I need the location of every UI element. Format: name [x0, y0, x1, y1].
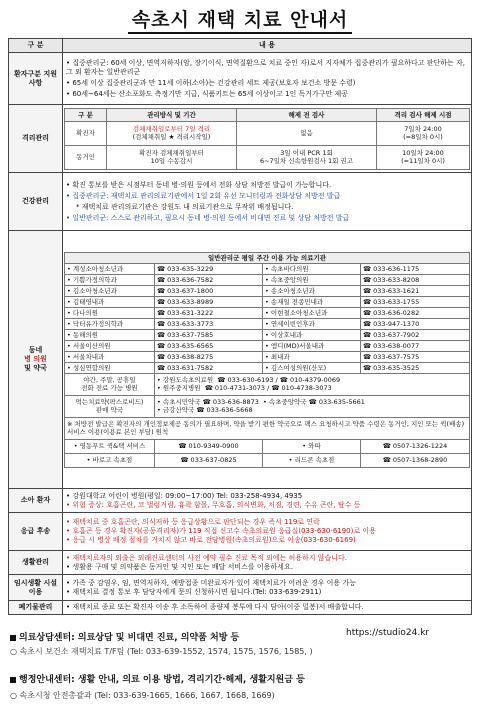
target-label: 환자구분 지원사항 [9, 53, 63, 105]
temp-line-2: • 재택치료 결정 통보 후 담당자에게 문의 신청하시면 됩니다.(Tel: 033-639-2911) [66, 587, 322, 596]
clinic-name: • 서울차내과 [65, 351, 155, 362]
iso-row2-release-1: 10일차 24:00 [402, 149, 444, 157]
delivery-4-name: • 리드콘 속초점 [263, 453, 361, 467]
iso-head-1: 구 분 [65, 108, 107, 121]
temp-content [63, 575, 472, 601]
clinic-phone: ☎ 033-633-8989 [155, 296, 263, 307]
clinic-phone: ☎ 033-631-7582 [155, 362, 263, 373]
clinic-rows [65, 263, 470, 373]
iso-row1-method-1: 검체채취일로부터 7일 격리 [132, 125, 211, 133]
night-h2-phone: ☎ 010-4731-3073 / ☎ 010-4738-3073 [204, 384, 332, 392]
delivery-3-name: • 바로고 속초점 [65, 453, 155, 467]
pharmacy-3-phone: ☎ 033-636-5668 [196, 406, 253, 414]
iso-row1-method-2: (검체채취일 ★ 격리시작일) [132, 133, 211, 141]
emergency-line-2: • 호흡곤 등 경우 확진자(공동격리자)가 119 직접 신고수 속초의료원 응급실(033-630-6190)로 이용 [66, 527, 376, 535]
clinics-content [63, 231, 472, 489]
clinic-phone: ☎ 033-638-0077 [361, 340, 470, 351]
iso-head-2: 관리방식 및 기간 [107, 108, 237, 121]
pharmacy-1-name: • 속초시민약국 [157, 398, 201, 406]
header-content: 내 용 [63, 39, 472, 53]
waste-label: 폐기물관리 [9, 601, 63, 615]
night-h1-phone: ☎ 033-630-6193 / ☎ 010-4379-0069 [217, 376, 341, 384]
target-line-3: • 60세~64세는 산소포화도 측정기만 지급, 식품키트는 65세 이상이고 1인 독거가구만 제공 [66, 89, 349, 98]
clinic-name: • 최내과 [263, 351, 361, 362]
prescription-note [65, 417, 470, 439]
temp-label: 임시생활 시설 이용 [9, 575, 63, 601]
clinic-row [65, 274, 470, 285]
delivery-3-tel: ☎ 033-637-0825 [155, 453, 263, 467]
admin-center-title-text: 행정안내센터: 생활 안내, 의료 이용 방법, 격리기간·해제, 생활지원금 등 [19, 675, 305, 685]
iso-row2-name: 동거인 [65, 145, 107, 169]
iso-row1-test: 없음 [237, 121, 377, 145]
medical-center-title-text: 의료상담센터: 의료상담 및 비대면 진료, 의약품 처방 등 [19, 633, 240, 643]
clinic-row [65, 296, 470, 307]
clinic-phone: ☎ 033-633-3773 [155, 318, 263, 329]
health-label: 건강관리 [9, 173, 63, 231]
child-content [63, 489, 472, 513]
iso-row2-method-1: 확진자 검체채취일부터 [139, 149, 204, 157]
isolation-content [63, 105, 472, 173]
clinic-row [65, 340, 470, 351]
clinic-row [65, 362, 470, 373]
clinics-label-1: 동네 [28, 346, 43, 354]
night-h1-name: • 강원도속초의료원 [157, 376, 214, 384]
clinic-phone: ☎ 033-636-1175 [361, 263, 470, 274]
health-line-3: * 재택치료 관리의료기관은 강원도 내 의료기관으로 무작위 배정됩니다. [76, 202, 294, 211]
temp-line-1: • 가족 중 감염우, 임, 면역저하자, 예방접종 미완료자가 있어 재택치료가 어려운 경우 이용 가능 [66, 578, 356, 587]
child-line-1: • 강원대학교 어린이 병원(평일: 09:00~17:00) Tel: 033-258-4934, 4935 [66, 491, 303, 500]
square-bullet-icon [10, 677, 16, 683]
target-line-1: • 집중관리군: 60세 이상, 면역저하자(암, 장기이식, 면역질환으로 치료 중인 자)로서 지자체가 집중관리가 필요하다고 판단하는 자, 그 외 환자는 일반관리군 [66, 58, 466, 76]
delivery-1-tel: ☎ 010-9349-0900 [155, 439, 263, 453]
emergency-label: 응급 후송 [9, 513, 63, 551]
clinic-name: • 김소아청소년과 [65, 285, 155, 296]
document-title [0, 0, 480, 38]
clinic-name: • 서울이산의원 [65, 340, 155, 351]
clinic-name: • 김태영내과 [65, 296, 155, 307]
health-line-1: • 확진 통보를 받은 시점부터 동네 병·의원 등에서 전화 상담 처방전 발급이 가능합니다. [66, 180, 332, 189]
night-h2 [157, 384, 467, 392]
pharmacy-1-phone: ☎ 033-636-8873 [202, 398, 259, 406]
clinic-name: • 엠디(MD)서울내과 [263, 340, 361, 351]
health-line-4: • 일반관리군: 스스로 관리하고, 필요시 동네 병·의원 등에서 비대면 진료 및 상담 처방전 발급 [66, 213, 350, 222]
pharmacy-row-2 [157, 406, 467, 414]
clinic-phone: ☎ 033-635-3525 [361, 362, 470, 373]
clinic-phone: ☎ 033-635-3229 [155, 263, 263, 274]
delivery-2-name: • 와따 [263, 439, 361, 453]
waste-content [63, 601, 472, 615]
iso-row2-method [107, 145, 237, 169]
living-label: 생활관리 [9, 551, 63, 575]
emergency-content [63, 513, 472, 551]
pharmacy-row-1 [157, 398, 467, 406]
clinic-phone: ☎ 033-635-6565 [155, 340, 263, 351]
admin-center-detail: ○ 속초시청 안전총괄과 (Tel: 033-639-1665, 1666, 1667, 1668, 1669) [10, 691, 275, 700]
clinic-name: • 계성소아청소년과 [65, 263, 155, 274]
delivery-4-tel: ☎ 0507-1368-2890 [361, 453, 470, 467]
clinic-phone: ☎ 033-947-1370 [361, 318, 470, 329]
iso-row2-test [237, 145, 377, 169]
iso-row2-release-2: (=11일차 0시) [401, 157, 445, 165]
delivery-1-name: • 영동푸트 퀵&택 서비스 [65, 439, 155, 453]
clinic-phone: ☎ 033-633-1621 [361, 285, 470, 296]
iso-row1-name: 확진자 [65, 121, 107, 145]
living-line-1: • 재택치료자의 외출은 외래진료센터의 사전 예약 필수 진료 목적 외에는 허용하지 않습니다. [66, 553, 348, 562]
pharmacy-2-name: • 속초중앙약국 [263, 398, 307, 406]
health-content [63, 173, 472, 231]
clinic-phone: ☎ 033-637-7585 [155, 329, 263, 340]
clinic-name: • 닥터유가정의학과 [65, 318, 155, 329]
guide-table [8, 38, 472, 615]
iso-row2-method-2: 10일 수동감시 [150, 157, 193, 165]
iso-row2-test-2: 6~7일차 신속항원검사 1회 권고 [259, 157, 354, 165]
prescription-note-text: ※ 처방전 발급은 확진자의 개인정보제공 동의가 필요하며, 약을 받기 편한 약국으로 팩스 요청하시고 약품 수령은 동거인, 지인 또는 퀵(배송)서비스 이용(이용료 본인 부담) 원칙 [67, 420, 465, 436]
night-h2-name: • 원주중지병원 [157, 384, 201, 392]
isolation-table [64, 108, 470, 170]
pharmacy-label-1: 먹는치료약(팍스로비드) [75, 398, 144, 406]
clinic-name: • 이상호내과 [263, 329, 361, 340]
night-h1 [157, 376, 467, 384]
medical-center-detail: ○ 속초시 보건소 재택치료 T/F팀 (Tel: 033-639-1552, 1574, 1575, 1576, 1585, ) [10, 647, 313, 656]
iso-row1-release-2: (=8일차 0시) [403, 133, 443, 141]
clinic-name: • 이현철소아청소년과 [263, 307, 361, 318]
title-text: 속초시 재택 치료 안내서 [128, 5, 352, 34]
clinic-name: • 김스여성의원(산모) [263, 362, 361, 373]
pharmacy-2-phone: ☎ 033-635-5661 [308, 398, 365, 406]
night-label-1: 야간, 주말, 공휴일 [83, 376, 136, 384]
website-link[interactable]: https://studio24.kr [346, 628, 430, 638]
clinic-name: • 성심연합의원 [65, 362, 155, 373]
iso-row2-test-1: 3일 이내 PCR 1회 [280, 149, 333, 157]
clinic-row [65, 351, 470, 362]
iso-row1-release-1: 7일차 24:00 [404, 125, 442, 133]
night-label [65, 373, 155, 395]
pharmacy-label [65, 395, 155, 417]
target-line-2: • 65세 이상 집중관리군과 만 11세 이하(소아)는 건강관리 세트 제공(보호자 보건소 방문 수령) [66, 78, 356, 87]
clinics-label-2: 병 의원 [24, 355, 47, 363]
emergency-line-1: • 재택치료 중 호흡곤란, 의식저하 등 응급상황으로 판단되는 경우 즉시 119로 연락 [66, 518, 320, 526]
iso-row2-release [377, 145, 470, 169]
child-label: 소아 환자 [9, 489, 63, 513]
night-hospitals [155, 373, 470, 395]
isolation-label: 격리관리 [9, 105, 63, 173]
clinic-row [65, 318, 470, 329]
clinic-row [65, 263, 470, 274]
clinic-row [65, 307, 470, 318]
clinic-name: • 연세이빈인후과 [263, 318, 361, 329]
admin-center-title [10, 672, 472, 685]
living-line-2: • 생활용 구매 및 의약품은 동거인 및 지인 또는 배달 서비스를 이용하세요. [66, 562, 293, 571]
square-bullet-icon [10, 635, 16, 641]
clinic-name: • 기쁨가정의학과 [65, 274, 155, 285]
clinic-phone: ☎ 033-637-7575 [361, 351, 470, 362]
iso-head-3: 해제 전 검사 [237, 108, 377, 121]
iso-head-4: 격리 검사 해제 시점 [377, 108, 470, 121]
clinic-name: • 송소아청소년과 [263, 285, 361, 296]
pharmacy-label-2: 판매 약국 [95, 406, 124, 414]
clinic-row [65, 285, 470, 296]
clinic-name: • 송재일 전종민내과 [263, 296, 361, 307]
clinic-phone: ☎ 033-637-7902 [361, 329, 470, 340]
waste-line-1: • 재택치료 종료 또는 확진자 이송 후 소독하여 종량제 봉투에 다시 담아(이중 밀봉)서 배출합니다. [66, 603, 364, 611]
header-category: 구 분 [9, 39, 63, 53]
clinic-phone: ☎ 033-631-3222 [155, 307, 263, 318]
clinic-name: • 다나의원 [65, 307, 155, 318]
iso-row1-release [377, 121, 470, 145]
clinic-row [65, 329, 470, 340]
clinic-phone: ☎ 033-636-7582 [155, 274, 263, 285]
night-label-2: 전화 진료 가능 병원 [81, 384, 138, 392]
clinic-phone: ☎ 033-633-1755 [361, 296, 470, 307]
target-content [63, 53, 472, 105]
clinic-phone: ☎ 033-638-8275 [155, 351, 263, 362]
pharmacy-list [155, 395, 470, 417]
clinic-phone: ☎ 033-637-1800 [155, 285, 263, 296]
clinic-name: • 속초바다의원 [263, 263, 361, 274]
child-line-2: • 위험 증상: 호흡곤란, 코 벌렁거림, 흉곽 함몰, 무호흡, 의식변화, 처짐, 경련, 수유 곤란, 탈수 등 [66, 500, 361, 509]
clinic-phone: ☎ 033-636-0282 [361, 307, 470, 318]
pharmacy-3-name: • 금강산약국 [157, 406, 195, 414]
iso-row1-method [107, 121, 237, 145]
clinics-title: 일반관리군 평일 주간 이용 가능 의료기관 [65, 252, 470, 263]
clinics-label [9, 231, 63, 489]
clinic-phone: ☎ 033-633-8208 [361, 274, 470, 285]
clinics-table [64, 252, 470, 468]
clinics-label-3: 및 약국 [24, 364, 47, 372]
clinic-name: • 동해의원 [65, 329, 155, 340]
delivery-2-tel: ☎ 0507-1326-1224 [361, 439, 470, 453]
living-content [63, 551, 472, 575]
health-line-2: • 집중관리군: 재택치료 관리의료기관에서 1일 2회 유선 모니터링과 전화상담 처방전 발급 [66, 191, 341, 200]
emergency-line-3: • 응급 시 병상 배정 절차를 거치지 않고 바로 전담병원(속초의료원)으로 이송(033-630-6169) [66, 536, 356, 544]
clinic-name: • 속초중앙의원 [263, 274, 361, 285]
